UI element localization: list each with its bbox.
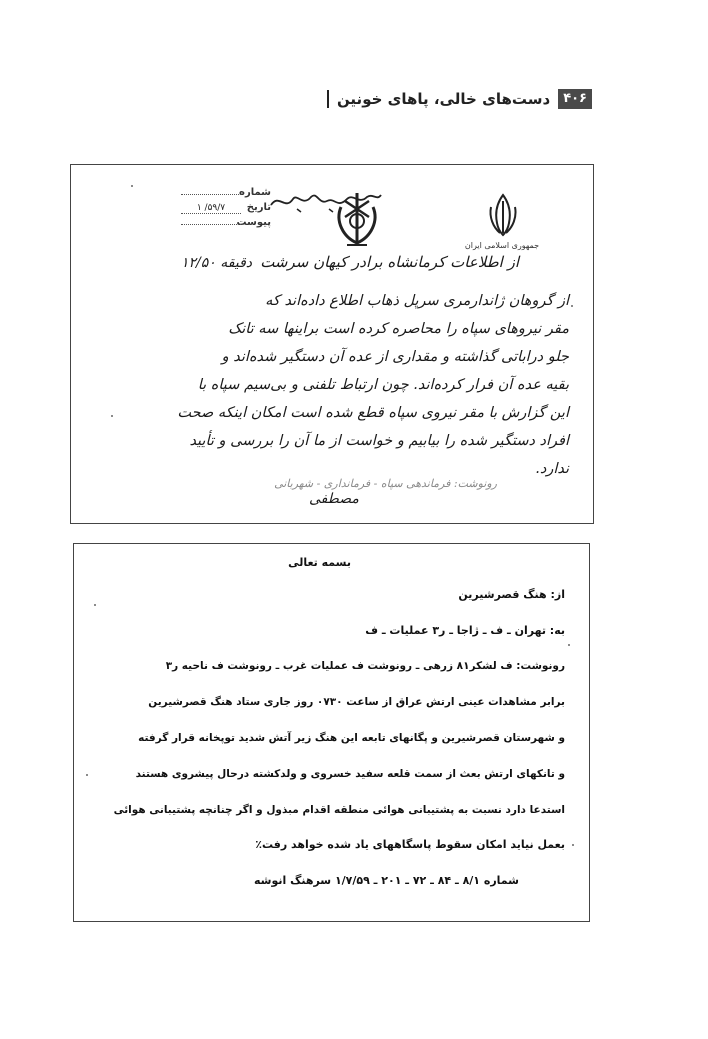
letter-cc-line: رونوشت: فرماندهی سپاه - فرمانداری - شهربانی	[274, 477, 497, 490]
telegram-heading: بسمه تعالی	[288, 556, 351, 569]
letter-line: از گروهان ژاندارمری سرپل ذهاب اطلاع داده‌اند که	[265, 293, 569, 309]
telegram-cc: رونوشت: ف لشکر۸۱ زرهی ـ رونوشت ف عملیات غرب ـ رونوشت ف ناحیه ر۳	[165, 660, 565, 672]
letter-line: افراد دستگیر شده را بیابیم و خواست از ما آن را بررسی و تأیید	[189, 433, 569, 449]
letter-time: ۱۲/۵۰ دقیقه	[181, 255, 252, 271]
page-number: ۴۰۶	[558, 89, 592, 109]
letter-addressee: از اطلاعات کرمانشاه برادر کیهان سرشت	[260, 253, 519, 271]
telegram-to: به: تهران ـ ف ـ ژاجا ـ ر۳ عملیات ـ ف	[365, 624, 565, 637]
scan-speck	[86, 774, 88, 776]
scan-speck	[111, 415, 113, 417]
handwritten-letter-scan	[70, 164, 594, 524]
letter-line: این گزارش با مقر نیروی سپاه قطع شده است امکان اینکه صحت	[177, 405, 569, 421]
meta-attachment: پیوست	[181, 217, 271, 232]
typed-telegram-scan	[73, 543, 590, 922]
organization-handwritten-title	[267, 185, 385, 215]
scan-speck	[94, 604, 96, 606]
running-header	[327, 88, 592, 110]
telegram-line: استدعا دارد نسبت به پشتیبانی هوائی منطقه اقدام مبذول و اگر چنانچه پشتیبانی هوائی	[113, 804, 565, 816]
book-title: دست‌های خالی، پاهای خونین	[336, 90, 551, 108]
letter-line: ندارد.	[535, 461, 569, 477]
scan-speck	[572, 844, 574, 846]
iran-emblem-icon	[483, 191, 523, 239]
letter-line: بقیه عده آن فرار کرده‌اند. چون ارتباط تلفنی و بی‌سیم سپاه با	[197, 377, 569, 393]
telegram-line: بعمل نیاید امکان سقوط پاسگاههای یاد شده خواهد رفت٪	[255, 838, 565, 851]
scan-speck	[131, 185, 133, 187]
meta-number: شماره	[181, 187, 271, 202]
letter-meta	[181, 187, 271, 232]
scan-speck	[571, 305, 573, 307]
letter-signature: مصطفی	[309, 491, 359, 507]
telegram-line: و شهرستان قصرشیرین و پگانهای تابعه این هنگ زیر آتش شدید توپخانه قرار گرفته	[138, 732, 565, 744]
letter-line: مقر نیروهای سپاه را محاصره کرده است براینها سه تانک	[228, 321, 569, 337]
telegram-line: و تانکهای ارتش بعث از سمت قلعه سفید خسروی و ولدکشته درحال پیشروی هستند	[135, 768, 565, 780]
telegram-from: از: هنگ قصرشیرین	[458, 588, 565, 601]
meta-date: تاریخ ۵۹/۷/ ۱	[181, 202, 271, 217]
letter-line: جلو دراباتی گذاشته و مقداری از عده آن دستگیر شده‌اند و	[221, 349, 569, 365]
emblem-caption: جمهوری اسلامی ایران	[464, 241, 540, 250]
telegram-line: برابر مشاهدات عینی ارتش عراق از ساعت ۰۷۳۰ روز جاری ستاد هنگ قصرشیرین	[148, 696, 565, 708]
scan-speck	[568, 644, 570, 646]
telegram-reference: شماره ۸/۱ ـ ۸۴ ـ ۷۲ ـ ۲۰۱ ـ ۱/۷/۵۹ سرهنگ انوشه	[253, 874, 519, 887]
title-divider	[327, 90, 329, 108]
